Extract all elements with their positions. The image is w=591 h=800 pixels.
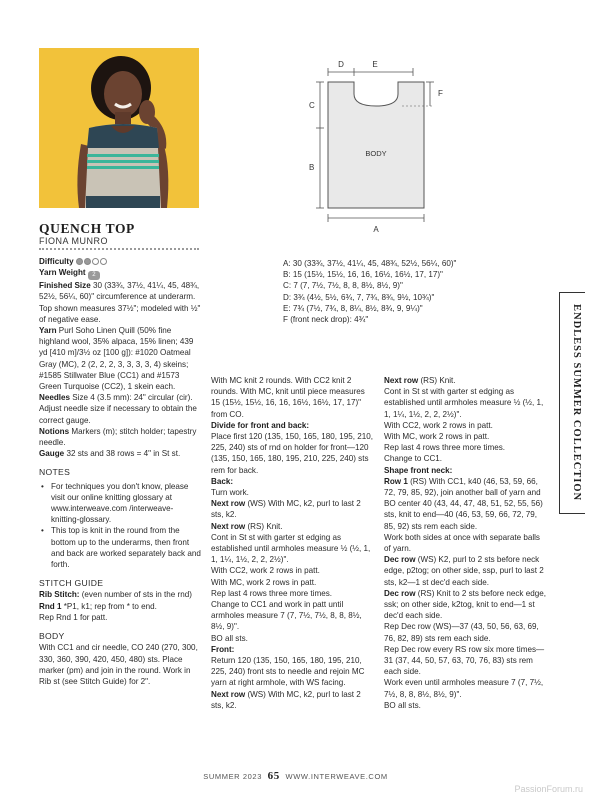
yarn-text: Purl Soho Linen Quill (50% fine highland wool, 35% alpaca, 15% linen; 439 yd [410 m]/3½ oz [100 g]): #1020 Oatmeal Gray (MC), 2 (2, 2, 2, 3, 3, 3, 3, 4) skeins; #1585 Stillwater Blue (CC1) and #1573 Green Turquoise (CC2), 1 skein each. xyxy=(39,326,194,392)
measurement-d: D: 3¾ (4½, 5½, 6¾, 7, 7¾, 8¾, 9½, 10¾)" xyxy=(283,292,435,302)
footer-site: WWW.INTERWEAVE.COM xyxy=(285,772,388,781)
yarn-label: Yarn xyxy=(39,326,57,336)
body-continued: With MC knit 2 rounds. With CC2 knit 2 rounds. With MC, knit until piece measures 15 (15½, 15½, 16, 16, 16½, 16½, 17, 17)" from CO. xyxy=(211,376,365,419)
row1-label: Row 1 xyxy=(384,476,408,486)
body-heading: BODY xyxy=(39,631,65,642)
pattern-title: QUENCH TOP xyxy=(39,221,135,236)
label-b: B xyxy=(309,163,315,172)
cont-text: Cont in St st with garter st edging as established until armholes measure ½ (½, 1, 1, 1¼, 1½, 2, 2, 2½)". xyxy=(384,387,544,419)
difficulty-dot-empty-icon xyxy=(92,258,99,265)
body-label: BODY xyxy=(365,149,387,158)
label-c: C xyxy=(309,101,315,110)
front-heading-text: Front: xyxy=(211,644,235,654)
cc2-text: With CC2, work 2 rows in patt. xyxy=(384,420,493,430)
notions-label: Notions xyxy=(39,426,70,436)
difficulty-dot-filled-icon xyxy=(76,258,83,265)
next-row-rs xyxy=(211,521,374,532)
label-f: F xyxy=(438,89,443,98)
rep-rnd: Rep Rnd 1 for patt. xyxy=(39,612,108,622)
label-e: E xyxy=(372,60,378,69)
cc2-text: With CC2, work 2 rows in patt. xyxy=(211,566,320,576)
list-item: • For techniques you don't know, please visit our online knitting glossary at www.interweave.com /interweave-knitting-glossary. xyxy=(39,481,201,526)
dec-row-text: (WS) K2, purl to 2 sts before neck edge, p2tog; on other side, ssp, purl to last 2 sts, k2—1 st dec'd each side. xyxy=(384,555,544,587)
yarn-weight-label: Yarn Weight xyxy=(39,268,86,278)
measurement-c: C: 7 (7, 7½, 7½, 8, 8, 8½, 8½, 9)" xyxy=(283,281,403,291)
rep-dec-text: Rep Dec row (WS)—37 (43, 50, 56, 63, 69, 76, 82, 89) sts rem each side. xyxy=(384,622,539,643)
rep-text: Rep last 4 rows three more times. xyxy=(211,588,332,598)
finished-size-label: Finished Size xyxy=(39,281,91,291)
row1-text: (RS) With CC1, k40 (46, 53, 59, 66, 72, 79, 85, 92), join another ball of yarn and BO center 40 (43, 44, 47, 48, 51, 52, 55, 56) sts, knit to end—40 (46, 53, 59, 66, 72, 79, 85, 92) sts rem each side. xyxy=(384,476,543,531)
next-row-text: (RS) Knit. xyxy=(420,376,456,385)
footer-issue: SUMMER 2023 xyxy=(203,772,262,781)
notes-list xyxy=(39,481,201,571)
watermark: PassionForum.ru xyxy=(514,784,583,794)
measurement-a: A: 30 (33¾, 37½, 41¼, 45, 48¾, 52½, 56¼, 60)" xyxy=(283,259,457,268)
notes-heading: NOTES xyxy=(39,467,71,478)
back-heading-text: Back: xyxy=(211,476,234,486)
column-materials xyxy=(39,256,201,687)
next-row-text: (WS) With MC, k2, purl to last 2 sts, k2. xyxy=(211,499,361,520)
rnd1-text: *P1, k1; rep from * to end. xyxy=(63,601,157,611)
divide-text: Place first 120 (135, 150, 165, 180, 195, 210, 225, 240) sts of rnd on holder for front—120 (135, 150, 165, 180, 195, 210, 225, 240) sts rem for back. xyxy=(211,432,373,475)
yarn xyxy=(39,325,201,392)
divide-heading-text: Divide for front and back: xyxy=(211,420,310,430)
notions-text: Markers (m); stitch holder; tapestry needle. xyxy=(39,426,197,448)
schematic-svg xyxy=(298,58,448,236)
front-heading xyxy=(211,644,374,655)
next-row-label: Next row xyxy=(211,521,246,531)
dec-row-label: Dec row xyxy=(384,588,416,598)
measurements-list xyxy=(283,258,513,325)
needles-label: Needles xyxy=(39,393,71,403)
label-d: D xyxy=(338,60,344,69)
collection-banner xyxy=(559,292,585,514)
back-turn: Turn work. xyxy=(211,488,249,498)
label-a: A xyxy=(373,225,379,234)
change-text: Change to CC1 and work in patt until armholes measure 7 (7, 7½, 7½, 8, 8, 8½, 8½, 9)". xyxy=(211,600,362,632)
rep-rs-text: Rep Dec row every RS row six more times—31 (37, 44, 50, 57, 63, 70, 76, 83) sts rem each side. xyxy=(384,644,545,677)
change-text: Change to CC1. xyxy=(384,454,443,464)
rnd1 xyxy=(39,601,201,612)
designer-name: FIONA MUNRO xyxy=(39,236,109,246)
measurement-e: E: 7¾ (7½, 7¾, 8, 8¼, 8½, 8¾, 9, 9¼)" xyxy=(283,303,423,313)
stitch-guide-heading: STITCH GUIDE xyxy=(39,578,104,589)
title-divider xyxy=(39,248,199,250)
gauge-label: Gauge xyxy=(39,449,65,459)
next-row-label: Next row xyxy=(211,499,246,509)
rep-text: Rep last 4 rows three more times. xyxy=(384,443,505,453)
gauge-text: 32 sts and 38 rows = 4" in St st. xyxy=(66,449,181,459)
dec-row-ws xyxy=(384,554,548,588)
work-even-text: Work even until armholes measure 7 (7, 7½, 7½, 8, 8, 8½, 8½, 9)". xyxy=(384,678,544,699)
row1 xyxy=(384,476,548,532)
needles xyxy=(39,392,201,426)
mc-text: With MC, work 2 rows in patt. xyxy=(384,432,490,442)
mc-text: With MC, work 2 rows in patt. xyxy=(211,577,317,587)
measurement-f: F (front neck drop): 4¾" xyxy=(283,315,369,325)
column-instructions-2 xyxy=(384,375,548,711)
yarn-weight-line xyxy=(39,267,201,280)
next-row-text: (WS) With MC, k2, purl to last 2 sts, k2. xyxy=(211,689,361,710)
collection-banner-text: ENDLESS SUMMER COLLECTION xyxy=(571,304,582,502)
model-photo xyxy=(39,48,199,208)
page-footer xyxy=(0,770,591,782)
next-row-label: Next row xyxy=(211,689,246,699)
list-item: • This top is knit in the round from the bottom up to the underarms, then front and back are worked separately back and forth. xyxy=(39,525,201,570)
rib-stitch xyxy=(39,589,201,600)
rib-label: Rib Stitch: xyxy=(39,590,80,600)
difficulty-dot-empty-icon xyxy=(100,258,107,265)
next-row-text: (RS) Knit. xyxy=(247,521,283,531)
difficulty-line xyxy=(39,256,201,267)
cont-text: Cont in St st with garter st edging as established until armholes measure ½ (½, 1, 1, 1¼, 1½, 2, 2, 2½)". xyxy=(211,532,371,565)
finished-size-text: 30 (33¾, 37½, 41¼, 45, 48¾, 52½, 56¼, 60)" circumference at underarm. Top shown measures 37½"; modeled with ½" of negative ease. xyxy=(39,281,201,324)
shape-heading-text: Shape front neck: xyxy=(384,465,453,475)
bo-text: BO all sts. xyxy=(384,700,421,710)
difficulty-label: Difficulty xyxy=(39,257,74,266)
bo-text: BO all sts. xyxy=(211,633,248,643)
next-row-ws-2 xyxy=(211,689,374,711)
column-instructions-1 xyxy=(211,375,374,711)
rib-text: (even number of sts in the rnd) xyxy=(81,590,192,600)
shape-heading xyxy=(384,465,548,476)
model-illustration xyxy=(39,48,199,208)
next-row-ws xyxy=(211,498,374,520)
gauge xyxy=(39,448,201,459)
finished-size xyxy=(39,280,201,325)
difficulty-dot-filled-icon xyxy=(84,258,91,265)
both-sides-text: Work both sides at once with separate balls of yarn. xyxy=(384,532,540,554)
next-row-label: Next row xyxy=(384,376,419,385)
divide-heading xyxy=(211,420,374,431)
notions xyxy=(39,426,201,448)
next-row-rs xyxy=(384,375,548,386)
back-heading xyxy=(211,476,374,487)
dec-row-text: (RS) Knit to 2 sts before neck edge, ssk; on other side, k2tog, knit to end—1 st dec'd each side. xyxy=(384,588,546,621)
schematic-diagram xyxy=(298,58,448,236)
page-number: 65 xyxy=(267,770,280,782)
measurement-b: B: 15 (15½, 15½, 16, 16, 16½, 16½, 17, 17)" xyxy=(283,270,443,280)
yarn-weight-icon: 2 xyxy=(88,271,100,280)
dec-row-label: Dec row xyxy=(384,555,416,565)
front-text: Return 120 (135, 150, 165, 180, 195, 210, 225, 240) front sts to needle and rejoin MC yarn at right armhole, with WS facing. xyxy=(211,656,365,688)
rnd1-label: Rnd 1 xyxy=(39,601,62,611)
dec-row-rs xyxy=(384,588,548,622)
needles-text: Size 4 (3.5 mm): 24" circular (cir). Adjust needle size if necessary to obtain the correct gauge. xyxy=(39,393,197,425)
body-text: With CC1 and cir needle, CO 240 (270, 300, 330, 360, 390, 420, 450, 480) sts. Place marker (pm) and join in the round. Work in Rib st (see Stitch Guide) for 2". xyxy=(39,643,198,686)
